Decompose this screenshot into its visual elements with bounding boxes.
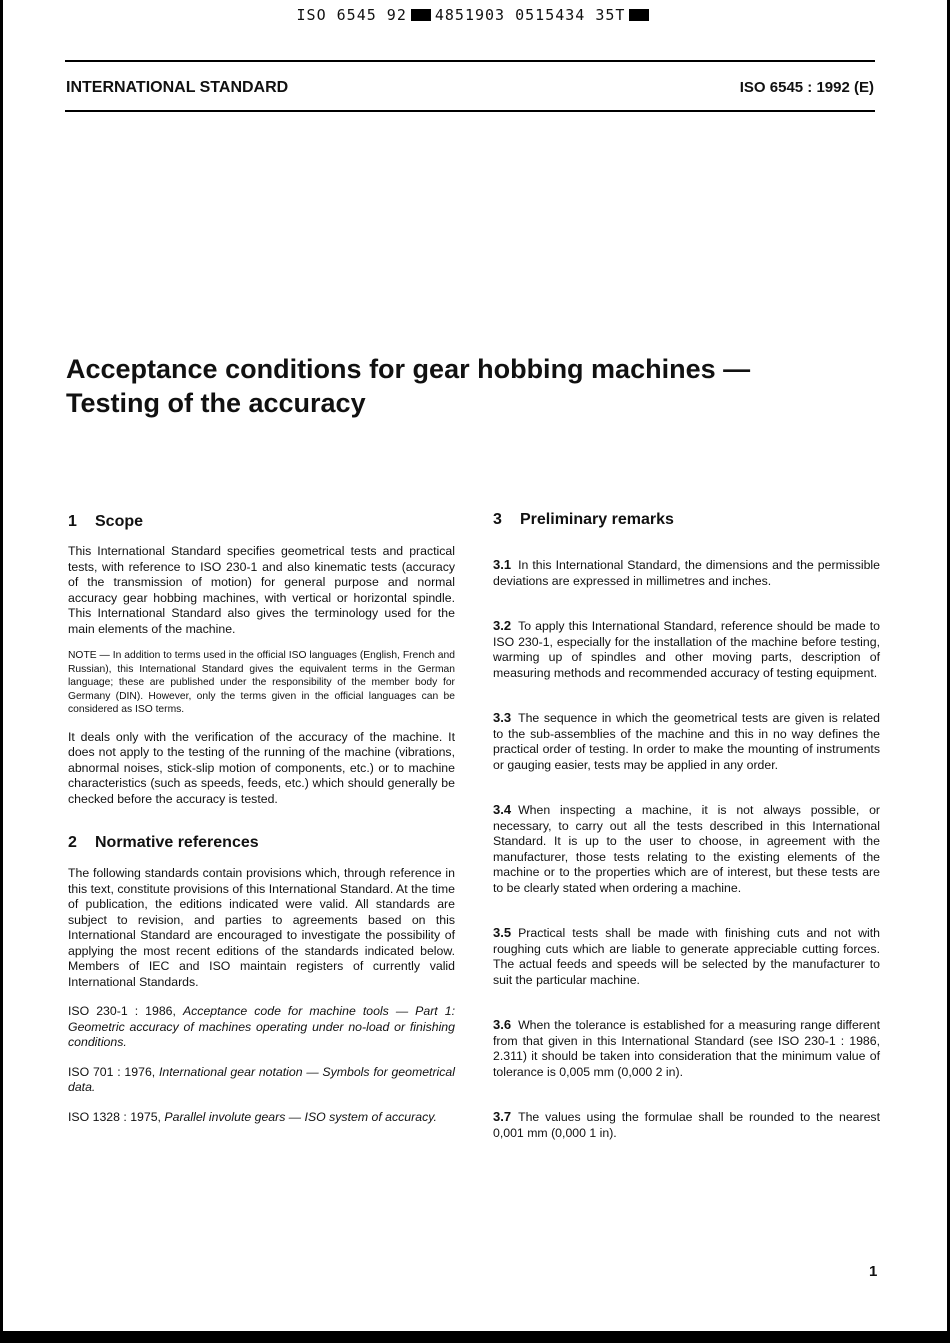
reference-item: ISO 230-1 : 1986, Acceptance code for machine tools — Part 1: Geometric accuracy of machines operating under no-load or finishing conditions.: [68, 1004, 455, 1049]
right-column: [493, 510, 880, 1141]
remark-3-2: 3.2 To apply this International Standard, reference should be made to ISO 230-1, especially for the installation of the machine before testing, warming up of spindles and other moving parts, description of measuring methods and recommended accuracy of testing equipment.: [493, 618, 880, 680]
normative-paragraph: The following standards contain provisions which, through reference in this text, constitute provisions of this International Standard. At the time of publication, the editions indicated were valid. All standards are subject to revision, and parties to agreements based on this International Standard are encouraged to investigate the possibility of applying the most recent editions of the standards indicated below. Members of IEC and ISO maintain registers of currently valid International Standards.: [68, 866, 455, 989]
scope-paragraph-1: This International Standard specifies geometrical tests and practical tests, with reference to ISO 230-1 and also kinematic tests (accuracy of the transmission of motion) for general purpose and normal accuracy gear hobbing machines, with vertical or horizontal spindle. This International Standard also gives the terminology used for the main elements of the machine.: [68, 544, 455, 636]
standard-label: INTERNATIONAL STANDARD: [66, 79, 289, 96]
remark-3-7: 3.7 The values using the formulae shall be rounded to the nearest 0,001 mm (0,000 1 in).: [493, 1109, 880, 1140]
left-column: [68, 512, 455, 1125]
title-line-1: Acceptance conditions for gear hobbing machines —: [66, 354, 751, 384]
section-heading-scope: 1 Scope: [68, 513, 144, 530]
scan-header-serial: 4851903 0515434 35T: [434, 6, 626, 24]
document-title: [66, 352, 886, 420]
scan-mark: [629, 9, 649, 21]
remark-3-4: 3.4 When inspecting a machine, it is not always possible, or necessary, to carry out all the tests described in this International Standard. It is up to the user to choose, in agreement with the manufacturer, those tests relating to the existing elements of the machine or to the properties which are of interest, but these tests are to be clearly stated when ordering a machine.: [493, 802, 880, 895]
title-line-2: Testing of the accuracy: [66, 388, 366, 418]
section-heading-preliminary: 3 Preliminary remarks: [493, 511, 674, 528]
page-number: 1: [869, 1263, 878, 1280]
remark-3-5: 3.5 Practical tests shall be made with finishing cuts and not with roughing cuts which are liable to generate appreciable cutting forces. The actual feeds and speeds will be selected by the manufacturer to suit the particular machine.: [493, 925, 880, 987]
reference-item: ISO 1328 : 1975, Parallel involute gears — ISO system of accuracy.: [68, 1109, 437, 1124]
scan-header: [0, 6, 950, 24]
remark-3-3: 3.3 The sequence in which the geometrical tests are given is related to the sub-assemblies of the machine and this in no way defines the practical order of testing. In order to make the mounting of instruments or gauging easier, tests may be applied in any order.: [493, 710, 880, 772]
reference-item: ISO 701 : 1976, International gear notation — Symbols for geometrical data.: [68, 1064, 456, 1094]
standard-number: ISO 6545 : 1992 (E): [739, 79, 874, 96]
scan-border-left: [0, 0, 3, 1343]
scope-note: NOTE — In addition to terms used in the official ISO languages (English, French and Russian), this International Standard gives the equivalent terms in the German language; these are published under the responsibility of the member body for Germany (DIN). However, only the terms given in the official languages can be considered as ISO terms.: [68, 650, 455, 715]
scan-border-bottom: [0, 1331, 950, 1343]
header-rule-bottom: [65, 110, 875, 112]
scope-paragraph-2: It deals only with the verification of the accuracy of the machine. It does not apply to the testing of the running of the machine (vibrations, abnormal noises, stick-slip motion of components, etc.) or to machine characteristics (such as speeds, feeds, etc.) which should generally be checked before the accuracy is tested.: [68, 729, 455, 806]
scan-mark: [411, 9, 431, 21]
remark-3-1: 3.1 In this International Standard, the dimensions and the permissible deviations are expressed in millimetres and inches.: [493, 557, 880, 588]
header-rule-top: [65, 60, 875, 62]
section-heading-normative: 2 Normative references: [68, 834, 259, 851]
scan-header-code: ISO 6545 92: [296, 6, 407, 24]
remark-3-6: 3.6 When the tolerance is established for a measuring range different from that given in this International Standard (see ISO 230-1 : 1986, 2.311) it should be taken into consideration that the minimum value of tolerance is 0,005 mm (0,000 2 in).: [493, 1017, 880, 1079]
